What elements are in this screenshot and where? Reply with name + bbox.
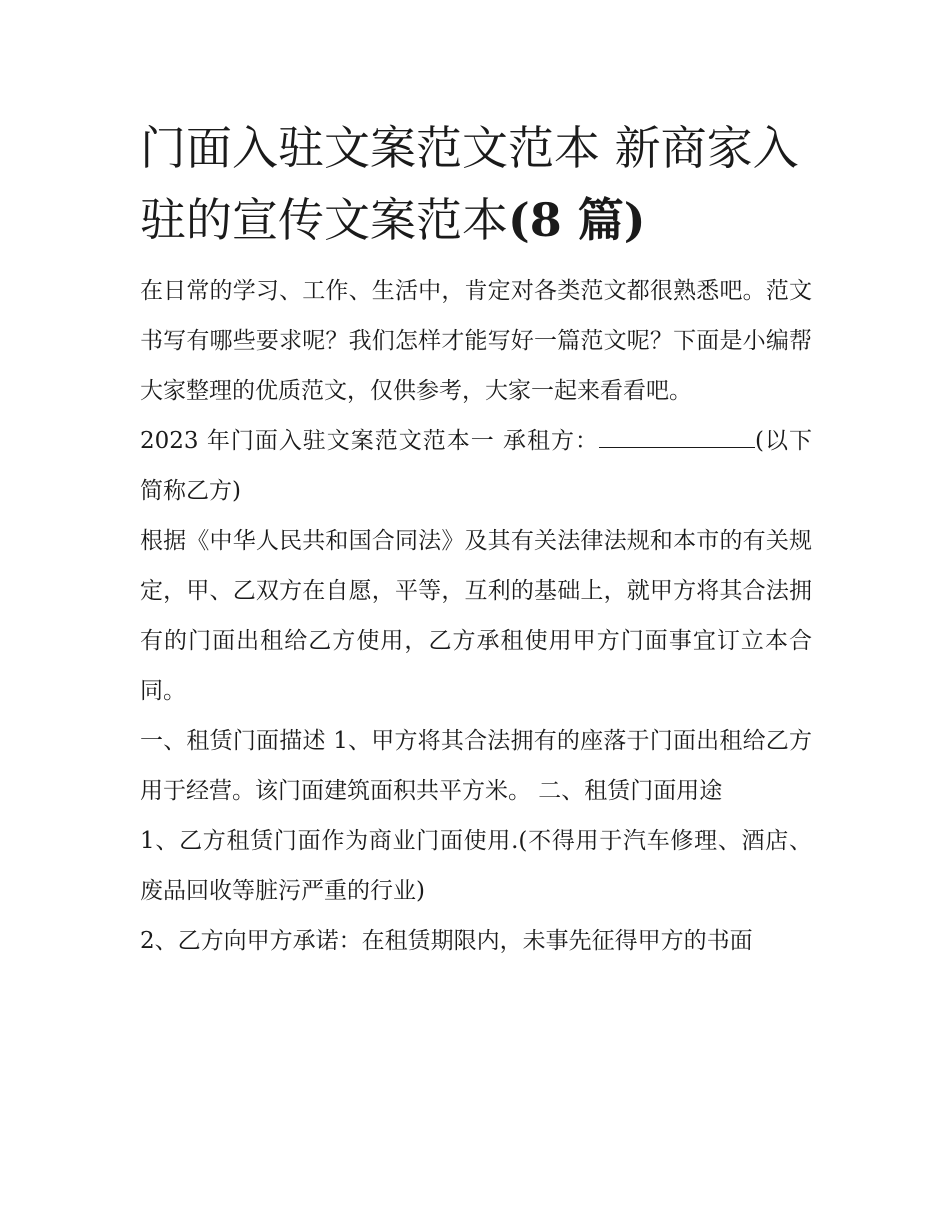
tenant-label: 2023 年门面入驻文案范文范本一 承租方： bbox=[140, 428, 600, 454]
usage-item-2: 2、乙方向甲方承诺：在租赁期限内，未事先征得甲方的书面 bbox=[140, 928, 753, 954]
title-count: (8 篇) bbox=[508, 193, 646, 247]
contract-basis-paragraph: 根据《中华人民共和国合同法》及其有关法律法规和本市的有关规定，甲、乙双方在自愿，平等，互利的基础上，就甲方将其合法拥有的门面出租给乙方使用，乙方承租使用甲方门面事宜订立本合同。 bbox=[140, 528, 812, 704]
document-content bbox=[140, 112, 812, 966]
usage-item-1: 1、乙方租赁门面作为商业门面使用.(不得用于汽车修理、酒店、废品回收等脏污严重的行业) bbox=[140, 828, 812, 904]
tenant-paragraph bbox=[140, 416, 812, 516]
intro-paragraph: 在日常的学习、工作、生活中，肯定对各类范文都很熟悉吧。范文书写有哪些要求呢？我们怎样才能写好一篇范文呢？下面是小编帮大家整理的优质范文，仅供参考，大家一起来看看吧。 bbox=[140, 278, 812, 404]
document-title bbox=[140, 112, 812, 256]
section-one-paragraph: 一、租赁门面描述 1、甲方将其合法拥有的座落于门面出租给乙方用于经营。该门面建筑面积共平方米。 二、租赁门面用途 bbox=[140, 728, 812, 804]
title-text: 门面入驻文案范文范本 新商家入驻的宣传文案范本 bbox=[140, 121, 799, 247]
tenant-suffix: (以下简称乙方) bbox=[140, 428, 812, 504]
tenant-blank-line bbox=[599, 429, 755, 448]
